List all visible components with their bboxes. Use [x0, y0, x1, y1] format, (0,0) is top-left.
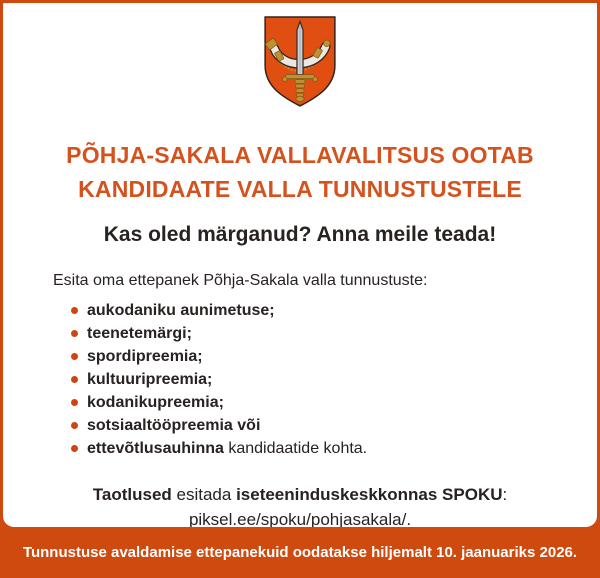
apply-regular-1: esitada [171, 485, 237, 504]
bullet-dot [71, 422, 78, 429]
list-item [71, 345, 597, 368]
bullet-text-regular: kandidaatide kohta. [223, 440, 368, 457]
bullet-text-bold: kodanikupreemia; [87, 394, 224, 411]
application-url: piksel.ee/spoku/pohjasakala/. [188, 510, 412, 527]
application-info [13, 482, 587, 527]
poster-subheading: Kas oled märganud? Anna meile teada! [103, 223, 497, 246]
apply-regular-2: : [502, 485, 508, 504]
bullet-text-bold: ettevõtlusauhinna [87, 440, 224, 457]
award-list [71, 299, 597, 460]
bullet-dot [71, 330, 78, 337]
list-item [71, 368, 597, 391]
deadline-text: Tunnustuse avaldamise ettepanekuid oodatakse hiljemalt 10. jaanuariks 2026. [22, 544, 578, 561]
coat-of-arms-icon [262, 15, 338, 108]
application-line [13, 482, 587, 507]
bullet-text-bold: aukodaniku aunimetuse; [87, 302, 275, 319]
headline-line-1: PÕHJA-SAKALA VALLAVALITSUS OOTAB [66, 142, 534, 168]
bullet-dot [71, 307, 78, 314]
list-item [71, 391, 597, 414]
deadline-footer-bar [0, 527, 600, 578]
bullet-dot [71, 376, 78, 383]
headline-line-2: KANDIDAATE VALLA TUNNUSTUSTELE [78, 176, 522, 202]
intro-text: Esita oma ettepanek Põhja-Sakala valla tunnustuste: [53, 272, 428, 289]
bullet-dot [71, 445, 78, 452]
poster-content-panel [3, 3, 597, 527]
poster-headline [13, 138, 587, 206]
bullet-text-bold: teenetemärgi; [87, 325, 192, 342]
bullet-dot [71, 399, 78, 406]
list-item [71, 437, 597, 460]
bullet-text-bold: kultuuripreemia; [87, 371, 213, 388]
bullet-dot [71, 353, 78, 360]
list-item [71, 414, 597, 437]
list-item [71, 322, 597, 345]
apply-bold-2: iseteeninduskeskkonnas SPOKU [236, 485, 503, 504]
apply-bold-1: Taotlused [92, 485, 172, 504]
bullet-text-bold: spordipreemia; [87, 348, 203, 365]
list-item [71, 299, 597, 322]
bullet-text-bold: sotsiaaltööpreemia või [87, 417, 261, 434]
